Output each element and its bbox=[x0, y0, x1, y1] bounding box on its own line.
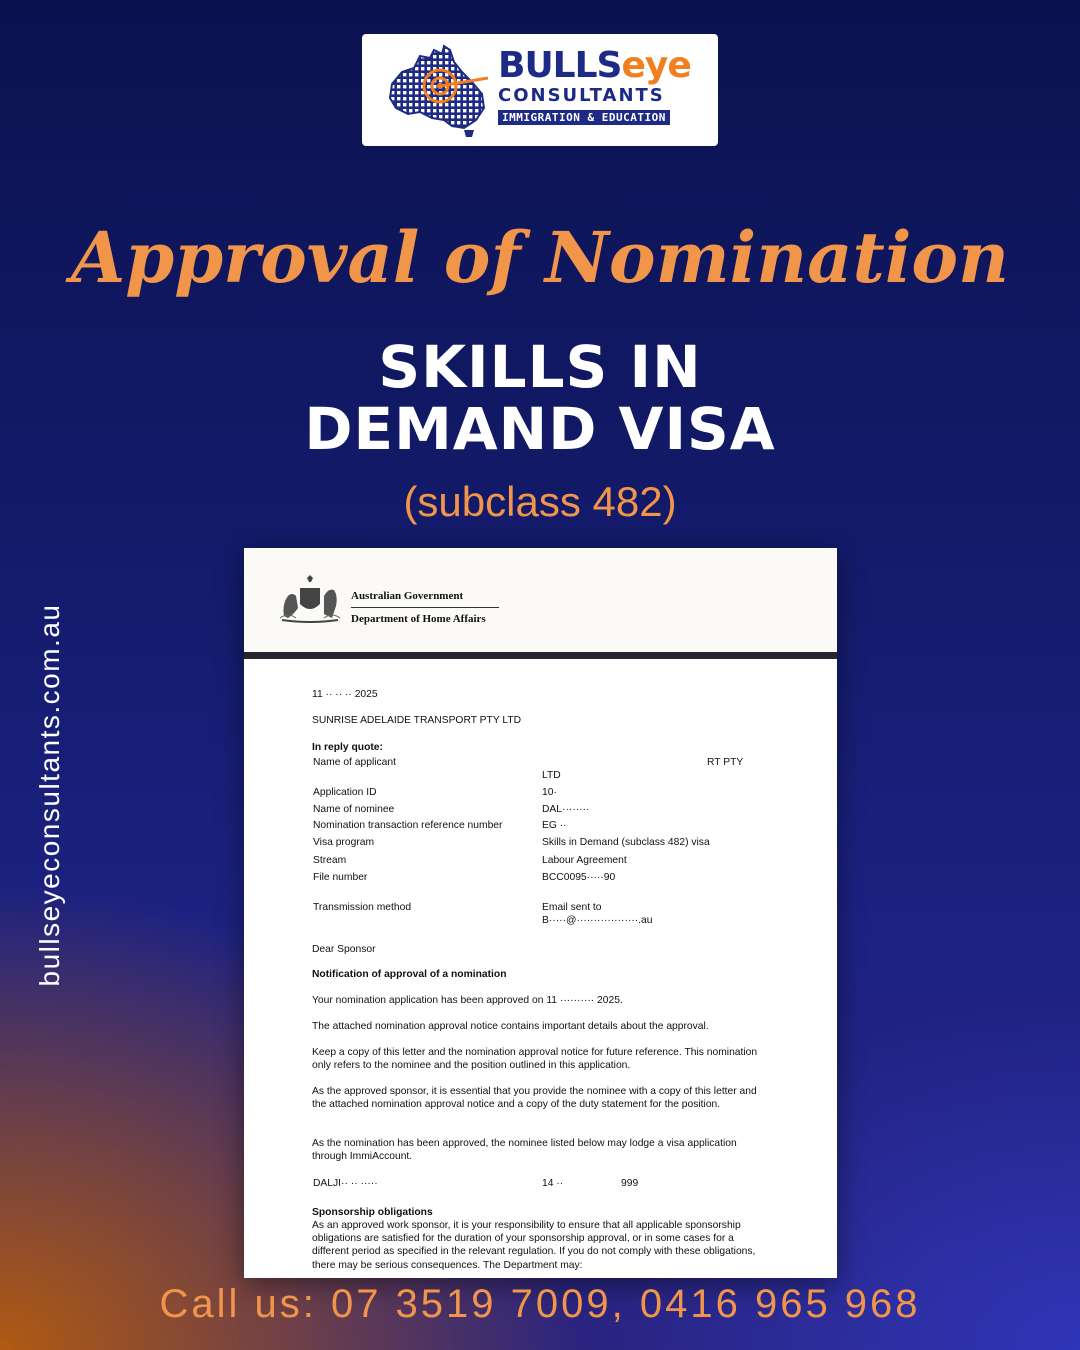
call-us-phone[interactable]: Call us: 07 3519 7009, 0416 965 968 bbox=[159, 1282, 921, 1326]
field-label-applicant: Name of applicant bbox=[313, 757, 396, 768]
letter-para-1: Your nomination application has been approved on 11 ·········· 2025. bbox=[312, 995, 623, 1006]
headline: Approval of Nomination bbox=[70, 216, 1010, 299]
visa-title-line1: SKILLS IN bbox=[378, 333, 702, 401]
field-label-stream: Stream bbox=[313, 855, 347, 866]
logo-wordmark bbox=[498, 45, 691, 125]
letter-header bbox=[244, 548, 837, 652]
field-label-application-id: Application ID bbox=[313, 787, 377, 798]
notification-heading: Notification of approval of a nomination bbox=[312, 969, 507, 980]
nominee-dob-start: 14 ·· bbox=[542, 1178, 564, 1189]
letter-date: 11 ·· ·· ·· 2025 bbox=[312, 689, 378, 700]
coat-of-arms-icon bbox=[278, 574, 342, 624]
field-label-file-number: File number bbox=[313, 872, 368, 883]
letter-para-3: Keep a copy of this letter and the nomination approval notice for future reference. This nomination only refers to the nominee and the position outlined in this application. bbox=[312, 1047, 758, 1072]
field-value-nominee: DAL········ bbox=[542, 804, 590, 815]
field-value-applicant-1: RT PTY bbox=[707, 757, 744, 768]
field-value-transmission-2: B·····@··················.au bbox=[542, 915, 653, 926]
field-value-transmission-1: Email sent to bbox=[542, 902, 602, 913]
field-label-transmission: Transmission method bbox=[313, 902, 412, 913]
australia-map-icon bbox=[384, 42, 492, 138]
nominee-dob-end: 999 bbox=[621, 1178, 639, 1189]
logo-consultants: CONSULTANTS bbox=[498, 85, 665, 106]
website-url[interactable]: bullseyeconsultants.com.au bbox=[34, 603, 65, 987]
logo-brand bbox=[498, 45, 691, 86]
department-name-block bbox=[351, 590, 499, 626]
field-value-reference: EG ·· bbox=[542, 820, 567, 831]
logo-brand-main: BULLS bbox=[498, 45, 622, 86]
letter-para-2: The attached nomination approval notice contains important details about the approval. bbox=[312, 1021, 709, 1032]
nominee-name: DALJI·· ·· ····· bbox=[313, 1178, 378, 1189]
gov-name: Australian Government bbox=[351, 590, 499, 608]
dept-name: Department of Home Affairs bbox=[351, 613, 486, 625]
visa-title bbox=[0, 333, 1080, 463]
letter-para-4: As the approved sponsor, it is essential that you provide the nominee with a copy of this letter and the attached nomination approval notice and a copy of the duty statement for the position. bbox=[312, 1086, 757, 1111]
obligations-text: As an approved work sponsor, it is your responsibility to ensure that all applicable sponsorship obligations are satisfied for the duration of your sponsorship approval, or in some cases for a different period as specified in the relevant regulation. If you do not comply with these obligations, there may be serious consequences. The Department may: bbox=[312, 1220, 756, 1271]
letter-company: SUNRISE ADELAIDE TRANSPORT PTY LTD bbox=[312, 715, 522, 726]
bullseye-logo bbox=[362, 34, 718, 146]
reply-quote-heading: In reply quote: bbox=[312, 742, 383, 753]
visa-title-line2: DEMAND VISA bbox=[304, 395, 776, 463]
field-value-application-id: 10· bbox=[542, 787, 557, 798]
field-value-stream: Labour Agreement bbox=[542, 855, 627, 866]
field-label-reference: Nomination transaction reference number bbox=[313, 820, 503, 831]
subclass-label: (subclass 482) bbox=[403, 478, 677, 525]
salutation: Dear Sponsor bbox=[312, 944, 376, 955]
field-value-file-number: BCC0095·····90 bbox=[542, 872, 616, 883]
field-label-nominee: Name of nominee bbox=[313, 804, 395, 815]
logo-tagline: IMMIGRATION & EDUCATION bbox=[498, 110, 670, 125]
field-value-applicant-2: LTD bbox=[542, 770, 561, 781]
field-value-visa-program: Skills in Demand (subclass 482) visa bbox=[542, 837, 710, 848]
logo-brand-accent: eye bbox=[621, 45, 691, 86]
field-label-visa-program: Visa program bbox=[313, 837, 375, 848]
header-divider bbox=[244, 652, 837, 659]
approval-letter bbox=[244, 548, 837, 1278]
letter-para-5: As the nomination has been approved, the nominee listed below may lodge a visa application through ImmiAccount. bbox=[312, 1138, 737, 1163]
obligations-heading: Sponsorship obligations bbox=[312, 1207, 433, 1218]
